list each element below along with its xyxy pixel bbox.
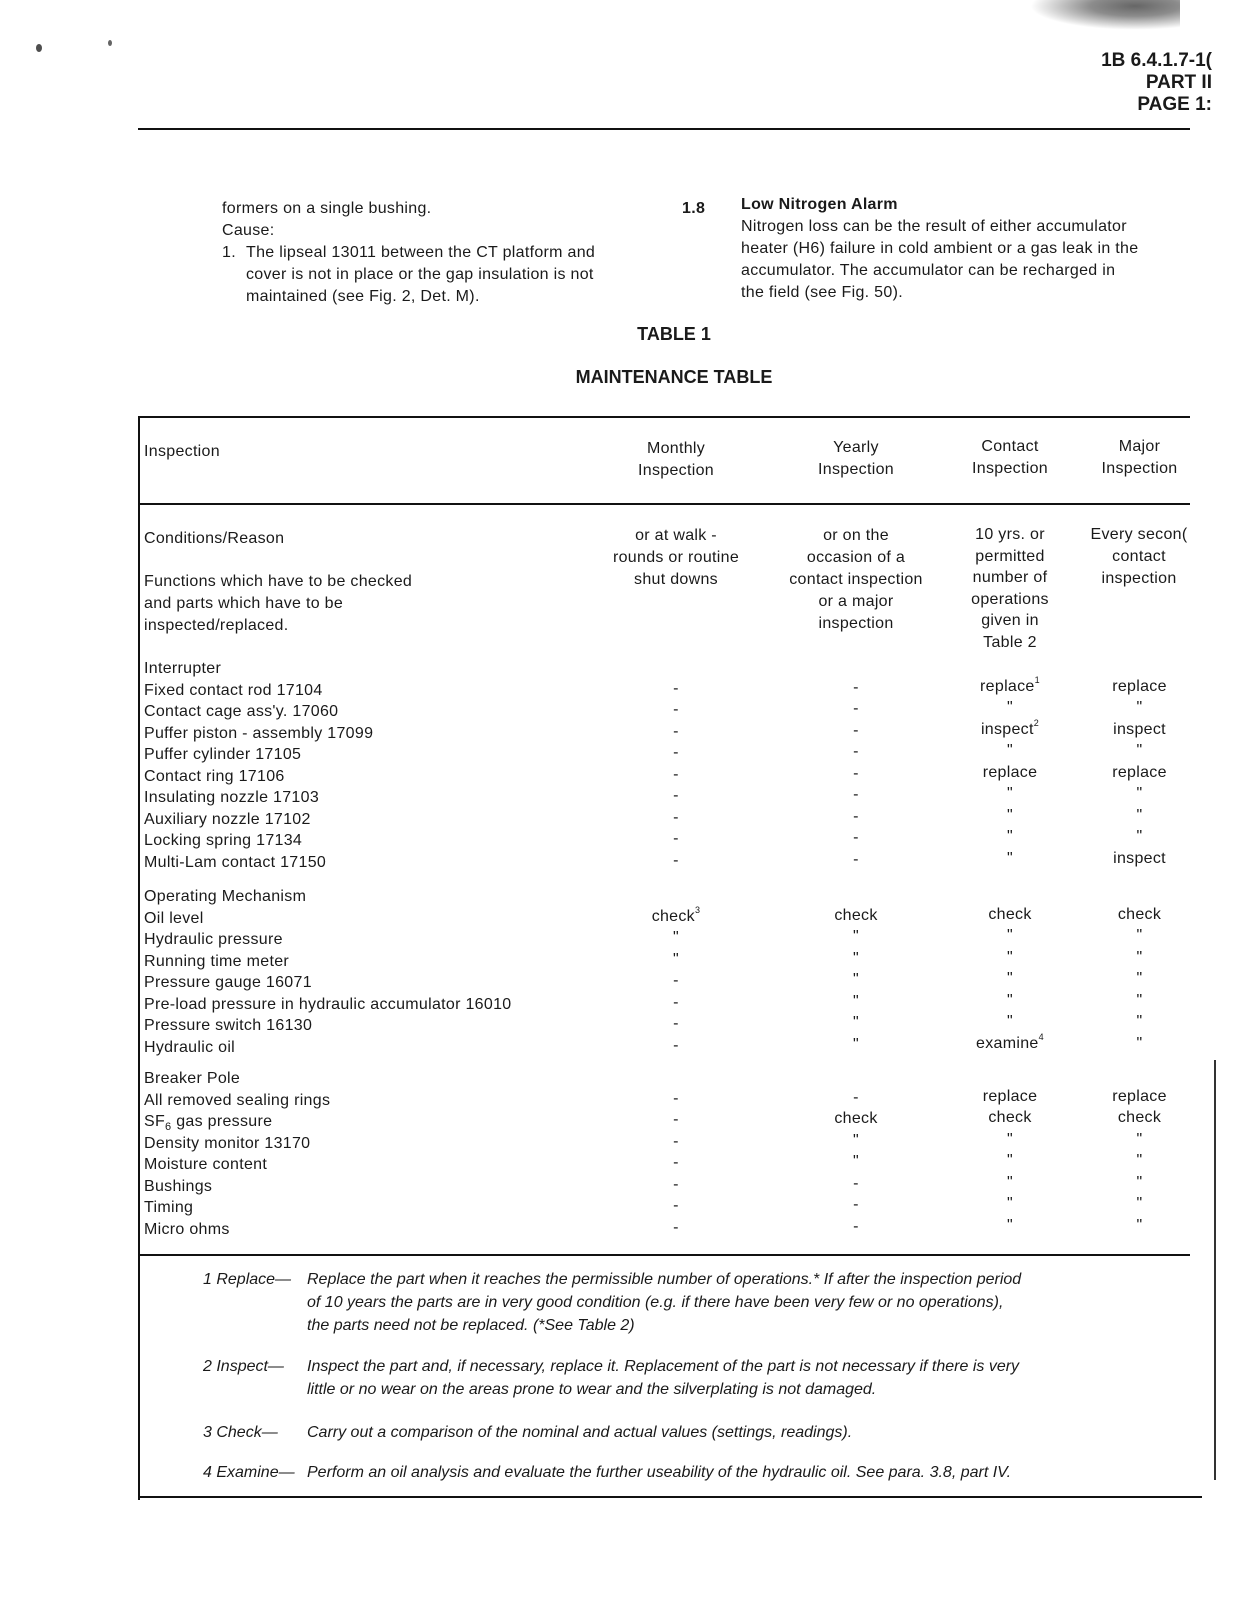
cell-major: " (1136, 970, 1143, 987)
section-line: heater (H6) failure in cold ambient or a gas leak in the (741, 240, 1139, 257)
cell-major: check (1117, 905, 1162, 923)
row-label: Hydraulic pressure (144, 931, 283, 948)
row-label: Moisture content (144, 1156, 268, 1173)
cell-monthly: - (673, 830, 679, 847)
cell-monthly: - (673, 1175, 679, 1193)
conditions-contact: 10 yrs. or permitted number of operations given in Table 2 (971, 526, 1049, 651)
cell-monthly: - (673, 1197, 679, 1214)
cell-yearly: - (853, 1174, 859, 1192)
table-bottom-rule (138, 1496, 1202, 1498)
cell-major: " (1136, 1216, 1143, 1234)
cell-yearly: - (853, 807, 859, 825)
scan-speck (36, 44, 42, 52)
cell-yearly: - (853, 829, 859, 846)
row-label: Insulating nozzle 17103 (144, 789, 320, 806)
cell-contact: " (1007, 806, 1013, 824)
col-header-yearly: Yearly Inspection (818, 439, 894, 478)
cell-major: " (1136, 1195, 1143, 1212)
cell-yearly: " (853, 949, 859, 967)
table-left-rule (138, 416, 140, 1500)
footnote (203, 1421, 1203, 1444)
left-line: formers on a single bushing. (222, 200, 432, 217)
cell-contact: inspect$^2$ (980, 717, 1040, 738)
row-label: Micro ohms (144, 1220, 230, 1238)
scan-right-edge (1214, 1060, 1216, 1480)
row-label: Oil level (144, 909, 204, 927)
cell-major: " (1136, 699, 1143, 716)
footnote-line: Carry out a comparison of the nominal and actual values (settings, readings). (307, 1424, 853, 1441)
row-label: Density monitor 13170 (144, 1134, 311, 1152)
footnote-label: 1 Replace— (203, 1271, 292, 1288)
cell-contact: " (1007, 1130, 1013, 1148)
cell-yearly: " (853, 1153, 859, 1170)
cell-contact: " (1007, 1195, 1013, 1212)
cell-major: " (1136, 785, 1143, 802)
footnote-line: Perform an oil analysis and evaluate the further useability of the hydraulic oil. See para. 3.8, part IV. (307, 1464, 1012, 1481)
cell-monthly: - (673, 1015, 679, 1032)
cell-major: " (1136, 991, 1143, 1009)
row-label: Pre-load pressure in hydraulic accumulator 16010 (144, 995, 512, 1013)
cell-monthly: - (673, 1154, 679, 1171)
cell-monthly: - (673, 993, 679, 1011)
group-title: Operating Mechanism (144, 888, 307, 905)
cell-contact: " (1007, 970, 1013, 987)
col-header-inspection: Inspection (144, 443, 220, 460)
part-label: PART II (1145, 72, 1212, 93)
cell-contact: " (1007, 991, 1013, 1009)
row-label: Hydraulic oil (144, 1038, 236, 1056)
cell-major: replace (1112, 763, 1167, 781)
cell-yearly: - (853, 678, 859, 696)
left-column (222, 198, 662, 308)
scan-speck (108, 40, 112, 46)
row-label: Locking spring 17134 (144, 832, 303, 849)
conditions-label: Conditions/Reason (144, 530, 285, 547)
cell-major: replace (1112, 677, 1167, 695)
footnote-line: the parts need not be replaced. (*See Table 2) (307, 1317, 635, 1334)
conditions-yearly: or on the occasion of a contact inspection or a major inspection (789, 527, 923, 632)
cell-contact: " (1007, 828, 1013, 845)
row-label: Bushings (144, 1177, 213, 1195)
document-id: 1B 6.4.1.7-1( (1101, 50, 1212, 71)
cell-yearly: - (853, 786, 859, 803)
cell-monthly: - (673, 679, 679, 697)
cell-major: " (1136, 1130, 1143, 1148)
section-line: Nitrogen loss can be the result of either accumulator (741, 218, 1127, 235)
page-header (1101, 50, 1212, 116)
header-rule (138, 128, 1190, 130)
col-header-major: Major Inspection (1101, 438, 1178, 477)
footnote-label: 3 Check— (203, 1424, 278, 1441)
row-label: All removed sealing rings (144, 1091, 331, 1109)
cell-yearly: - (853, 721, 859, 739)
cause-line: cover is not in place or the gap insulation is not (246, 266, 594, 283)
group-title: Breaker Pole (144, 1070, 241, 1087)
cell-major: " (1136, 806, 1143, 824)
page-label: PAGE 1: (1137, 94, 1212, 115)
cell-monthly: - (673, 972, 679, 989)
cell-monthly: - (673, 765, 679, 783)
cell-yearly: " (853, 1131, 859, 1149)
table-body-rule (138, 1254, 1190, 1256)
col-header-contact: Contact Inspection (972, 438, 1048, 477)
cell-contact: " (1007, 785, 1013, 802)
cell-monthly: - (673, 722, 679, 740)
cell-monthly: - (673, 701, 679, 718)
cell-monthly: - (673, 1132, 679, 1150)
cell-monthly: - (673, 851, 679, 869)
cell-contact: check (988, 1109, 1032, 1126)
cell-contact: " (1007, 1152, 1013, 1169)
cell-contact: replace (982, 1087, 1038, 1105)
cell-contact: examine$^4$ (976, 1031, 1044, 1052)
cell-monthly: - (673, 787, 679, 804)
row-label: Running time meter (144, 952, 290, 970)
footnote-text (307, 1421, 852, 1444)
cell-contact: replace$^1$ (980, 674, 1040, 695)
row-label: Puffer cylinder 17105 (144, 746, 302, 763)
cell-yearly: " (853, 928, 859, 945)
cause-label: Cause: (222, 222, 275, 239)
cell-major: " (1136, 1173, 1143, 1191)
section-title: Low Nitrogen Alarm (741, 196, 898, 213)
scan-corner-noise (1030, 0, 1180, 30)
cell-yearly: - (853, 1196, 859, 1213)
cell-monthly: - (673, 1089, 679, 1107)
footnote-text (307, 1461, 1011, 1484)
right-column (741, 194, 1211, 304)
row-label: Auxiliary nozzle 17102 (144, 810, 311, 828)
cell-monthly: - (673, 1218, 679, 1236)
table-subtitle: MAINTENANCE TABLE (575, 367, 773, 387)
cell-major: inspect (1113, 720, 1166, 738)
footnote (203, 1268, 1203, 1337)
cell-major: replace (1112, 1087, 1167, 1105)
row-label: Pressure gauge 16071 (144, 974, 312, 991)
cell-yearly: - (853, 1088, 859, 1106)
conditions-major: Every secon( contact inspection (1090, 526, 1188, 587)
cell-monthly: - (673, 808, 679, 826)
section-line: the field (see Fig. 50). (741, 284, 903, 301)
cell-contact: " (1007, 849, 1013, 867)
cause-line: The lipseal 13011 between the CT platform and (246, 244, 596, 261)
cell-contact: replace (982, 763, 1038, 781)
row-label: Puffer piston - assembly 17099 (144, 724, 374, 742)
cell-yearly: - (853, 1217, 859, 1235)
cell-monthly: " (673, 929, 679, 946)
cell-yearly: " (853, 1014, 859, 1031)
footnote-line: little or no wear on the areas prone to wear and the silverplating is not damaged. (307, 1381, 877, 1398)
cell-monthly: - (673, 1111, 679, 1128)
cell-yearly: check (834, 906, 878, 924)
footnote-line: of 10 years the parts are in very good condition (e.g. if there have been very few or no operations), (307, 1294, 1004, 1311)
cell-contact: " (1007, 1173, 1013, 1191)
row-label: Multi-Lam contact 17150 (144, 853, 327, 871)
cell-contact: " (1007, 1216, 1013, 1234)
cell-yearly: " (853, 971, 859, 988)
table-title: TABLE 1 (637, 324, 711, 344)
footnote-text (307, 1355, 1019, 1401)
cell-major: " (1136, 1013, 1143, 1030)
cell-monthly: " (673, 950, 679, 968)
footnote (203, 1355, 1203, 1401)
row-label: Timing (144, 1199, 194, 1216)
cell-yearly: - (853, 764, 859, 782)
cell-contact: " (1007, 1013, 1013, 1030)
cell-contact: " (1007, 699, 1013, 716)
cell-yearly: check (834, 1110, 878, 1127)
cause-line: maintained (see Fig. 2, Det. M). (246, 288, 480, 305)
cell-contact: " (1007, 948, 1013, 966)
cell-yearly: - (853, 850, 859, 868)
cell-major: " (1136, 1034, 1143, 1052)
cell-monthly: - (673, 1036, 679, 1054)
cell-major: " (1136, 948, 1143, 966)
table-top-rule (138, 416, 1190, 418)
cell-contact: " (1007, 742, 1013, 759)
cell-major: " (1136, 927, 1143, 944)
functions-label: Functions which have to be checked and parts which have to be inspected/replaced. (144, 573, 413, 634)
cell-yearly: " (853, 1035, 859, 1053)
cause-item-number: 1. (222, 244, 236, 261)
cell-major: " (1136, 742, 1143, 759)
footnote-label: 2 Inspect— (203, 1358, 284, 1375)
section-line: accumulator. The accumulator can be recharged in (741, 262, 1116, 279)
footnote-line: Replace the part when it reaches the permissible number of operations.* If after the inspection period (307, 1271, 1022, 1288)
footnote-line: Inspect the part and, if necessary, replace it. Replacement of the part is not necessary if there is very (307, 1358, 1020, 1375)
row-label: Fixed contact rod 17104 (144, 681, 323, 699)
footnote-label: 4 Examine— (203, 1464, 295, 1481)
cell-yearly: " (853, 992, 859, 1010)
footnote-text (307, 1268, 1021, 1337)
section-number: 1.8 (682, 200, 706, 217)
cell-yearly: - (853, 700, 859, 717)
table-header-rule (138, 503, 1190, 505)
cell-contact: check (988, 905, 1032, 923)
cell-major: " (1136, 1152, 1143, 1169)
group-title: Interrupter (144, 660, 222, 677)
cell-monthly: - (673, 744, 679, 761)
row-label: Contact cage ass'y. 17060 (144, 703, 339, 720)
row-label: Pressure switch 16130 (144, 1017, 313, 1034)
row-label: Contact ring 17106 (144, 767, 285, 785)
conditions-monthly: or at walk - rounds or routine shut downs (612, 527, 740, 588)
col-header-monthly: Monthly Inspection (638, 440, 714, 479)
cell-major: check (1117, 1109, 1162, 1126)
row-label: $SF_6$ gas pressure (144, 1113, 273, 1134)
footnote (203, 1461, 1203, 1484)
cell-major: inspect (1113, 849, 1166, 867)
cell-contact: " (1007, 927, 1013, 944)
cell-major: " (1136, 828, 1143, 845)
cell-monthly: check$^3$ (651, 904, 701, 925)
cell-yearly: - (853, 743, 859, 760)
